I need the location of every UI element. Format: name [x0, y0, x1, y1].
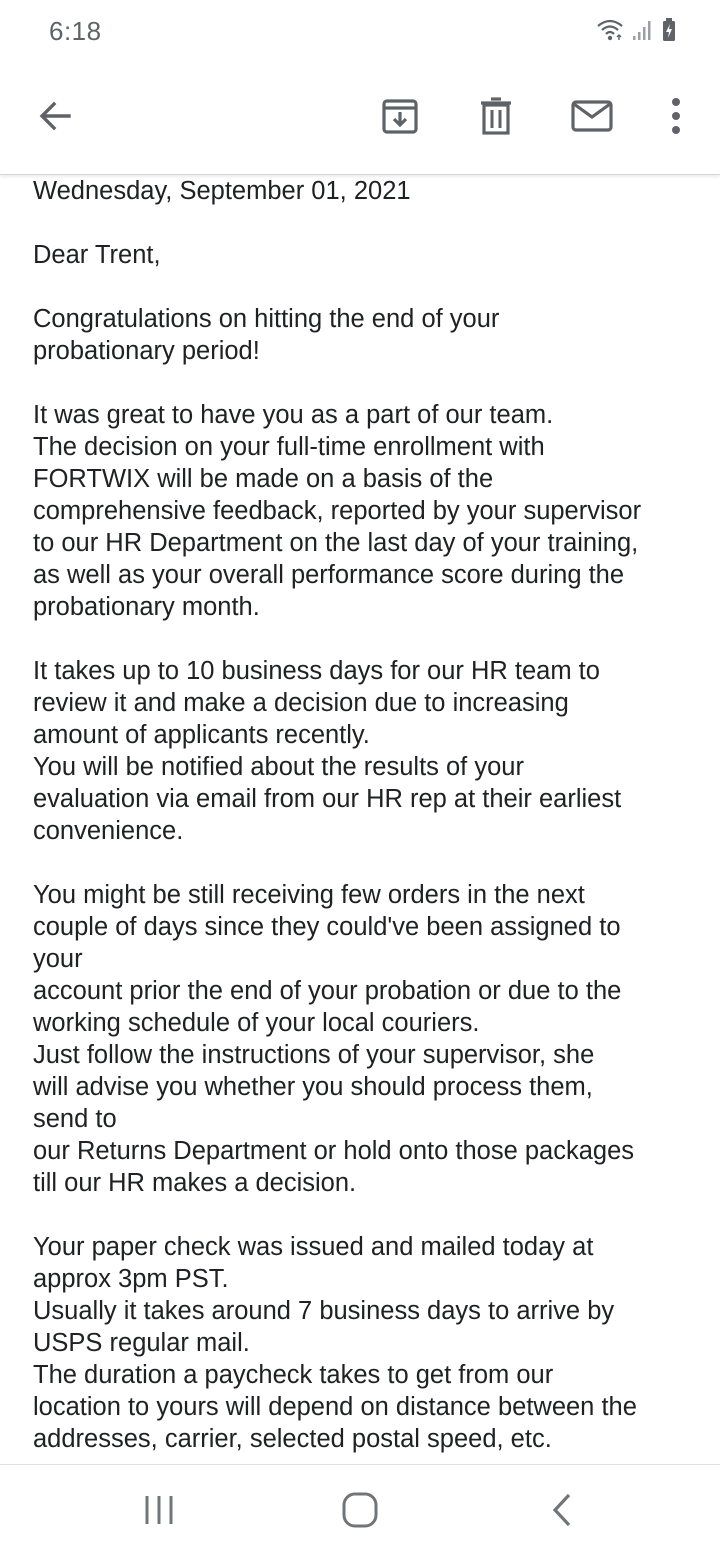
- battery-charging-icon: [662, 18, 676, 47]
- recents-icon: [142, 1493, 176, 1532]
- signal-icon: [632, 19, 654, 46]
- home-icon: [341, 1491, 379, 1534]
- more-options-button[interactable]: [648, 90, 704, 146]
- mark-unread-button[interactable]: [564, 90, 620, 146]
- delete-icon: [476, 96, 516, 141]
- wifi-icon: [596, 18, 624, 47]
- status-time: 6:18: [49, 16, 102, 46]
- system-nav-bar: [0, 1464, 720, 1561]
- delete-button[interactable]: [468, 90, 524, 146]
- archive-icon: [380, 96, 420, 141]
- email-greeting: Dear Trent,: [33, 241, 161, 269]
- email-paragraph: Your paper check was issued and mailed today at approx 3pm PST. Usually it takes around 7 business days to arrive by USPS regular mail. The duration a paycheck takes to get from our location to yours will depend on distance between the addresses, carrier, selected postal speed, etc.: [33, 1233, 637, 1453]
- email-paragraph: Congratulations on hitting the end of your probationary period!: [33, 305, 500, 365]
- app-bar: [0, 64, 720, 175]
- email-paragraph: It takes up to 10 business days for our HR team to review it and make a decision due to increasing amount of applicants recently. You will be notified about the results of your evaluation via email from our HR rep at their earliest convenience.: [33, 657, 622, 845]
- status-icons: [596, 18, 676, 47]
- archive-button[interactable]: [372, 90, 428, 146]
- back-icon: [550, 1492, 574, 1533]
- mark-unread-icon: [570, 96, 614, 141]
- more-vert-icon: [670, 96, 682, 141]
- email-date: Wednesday, September 01, 2021: [33, 177, 411, 205]
- home-button[interactable]: [330, 1487, 390, 1537]
- email-paragraph: You might be still receiving few orders in the next couple of days since they could've been assigned to your account prior the end of your probation or due to the working schedule of your local couriers. Just follow the instructions of your supervisor, she will advise you whether you should process them, send to our Returns Department or hold onto those packages till our HR makes a decision.: [33, 881, 635, 1197]
- status-bar: [0, 0, 720, 64]
- back-arrow-icon: [35, 96, 75, 141]
- email-paragraph: It was great to have you as a part of our team. The decision on your full-time enrollment with FORTWIX will be made on a basis of the comprehensive feedback, reported by your supervisor to our HR Department on the last day of your training, as well as your overall performance score during the probationary month.: [33, 401, 642, 621]
- email-body: [33, 172, 693, 1460]
- back-nav-button[interactable]: [532, 1487, 592, 1537]
- back-button[interactable]: [27, 90, 83, 146]
- recents-button[interactable]: [129, 1487, 189, 1537]
